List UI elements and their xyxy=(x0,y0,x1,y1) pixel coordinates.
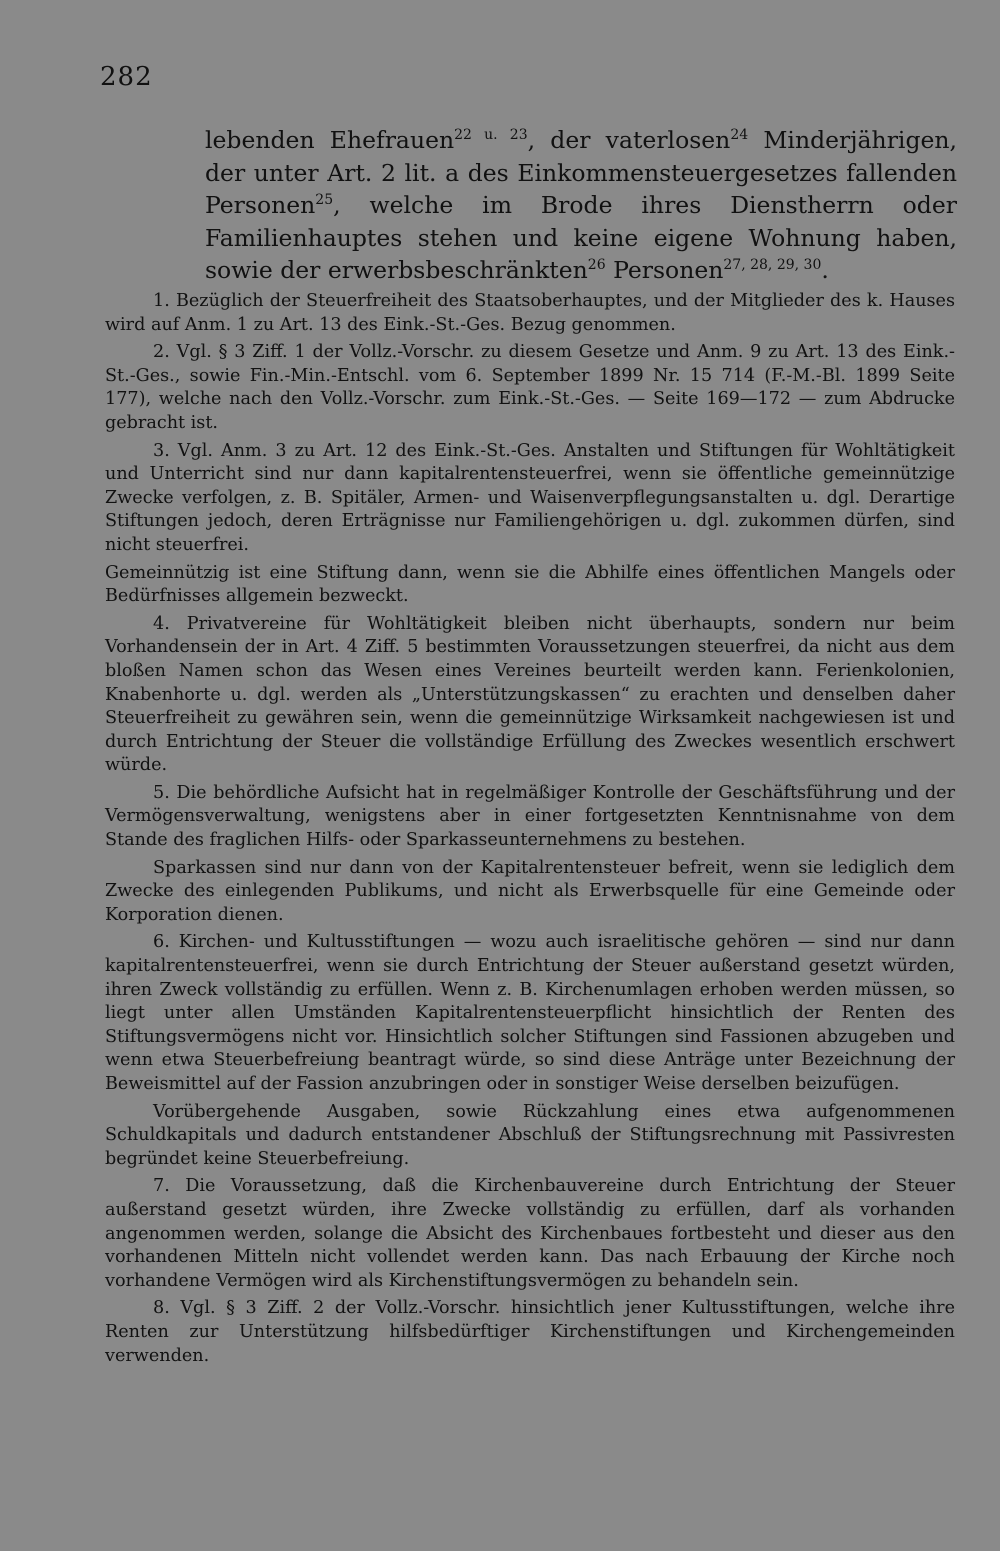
main-paragraph xyxy=(205,124,957,287)
notes-section xyxy=(105,290,955,1372)
footnote-ref: 22 u. 23 xyxy=(454,127,528,143)
note-3: 3. Vgl. Anm. 3 zu Art. 12 des Eink.-St.-Ges. Anstalten und Stiftungen für Wohltätigkeit und Unterricht sind nur dann kapitalrentensteuerfrei, wenn sie öffentliche gemeinnützige Zwecke verfolgen, z. B. Spitäler, Armen- und Waisenverpflegungsanstalten u. dgl. Derartige Stiftungen jedoch, deren Erträgnisse nur Familiengehörigen u. dgl. zukommen dürfen, sind nicht steuerfrei. xyxy=(105,440,955,555)
main-text-segment: , welche im Brode ihres Dienstherrn oder Familienhauptes stehen und keine eigene Wohnung haben, sowie der erwerbsbeschränkten xyxy=(205,191,957,285)
footnote-ref: 27, 28, 29, 30 xyxy=(723,257,822,274)
note-5-continuation: Sparkassen sind nur dann von der Kapitalrentensteuer befreit, wenn sie lediglich dem Zwecke des einlegenden Publikums, und nicht als Erwerbsquelle für eine Gemeinde oder Korporation dienen. xyxy=(105,857,955,925)
main-text-segment: . xyxy=(821,256,829,285)
main-text-segment: Minderjährigen, der unter Art. 2 lit. a des Einkommensteuergesetzes fallenden Personen xyxy=(205,126,957,220)
footnote-ref: 25 xyxy=(315,192,334,209)
footnote-ref: 24 xyxy=(730,127,749,143)
main-text-segment: , der vaterlosen xyxy=(527,126,731,154)
page-number: 282 xyxy=(100,62,153,92)
note-3-continuation: Gemeinnützig ist eine Stiftung dann, wenn sie die Abhilfe eines öffentlichen Mangels oder Bedürfnisses allgemein bezweckt. xyxy=(105,562,955,607)
footnote-ref: 26 xyxy=(587,257,606,274)
main-text-segment: lebenden Ehefrauen xyxy=(205,126,455,154)
note-8: 8. Vgl. § 3 Ziff. 2 der Vollz.-Vorschr. hinsichtlich jener Kultusstiftungen, welche ihre Renten zur Unterstützung hilfsbedürftiger Kirchenstiftungen und Kirchengemeinden verwenden. xyxy=(105,1298,955,1366)
note-2: 2. Vgl. § 3 Ziff. 1 der Vollz.-Vorschr. zu diesem Gesetze und Anm. 9 zu Art. 13 des Eink.-St.-Ges., sowie Fin.-Min.-Entschl. vom 6. September 1899 Nr. 15 714 (F.-M.-Bl. 1899 Seite 177), welche nach den Vollz.-Vorschr. zum Eink.-St.-Ges. — Seite 169—172 — zum Abdrucke gebracht ist. xyxy=(105,342,955,433)
note-7: 7. Die Voraussetzung, daß die Kirchenbauvereine durch Entrichtung der Steuer außerstand gesetzt würden, ihre Zwecke vollständig zu erfüllen, darf als vorhanden angenommen werden, solange die Absicht des Kirchenbaues fortbesteht und dieser aus den vorhandenen Mitteln nicht vollendet werden kann. Das nach Erbauung der Kirche noch vorhandene Vermögen wird als Kirchenstiftungsvermögen zu behandeln sein. xyxy=(105,1176,955,1291)
main-text-segment: Personen xyxy=(605,256,724,285)
note-4: 4. Privatvereine für Wohltätigkeit bleiben nicht überhaupts, sondern nur beim Vorhandensein der in Art. 4 Ziff. 5 bestimmten Voraussetzungen steuerfrei, da nicht aus dem bloßen Namen schon das Wesen eines Vereines beurteilt werden kann. Ferienkolonien, Knabenhorte u. dgl. werden als „Unterstützungskassen“ zu erachten und denselben daher Steuerfreiheit zu gewähren sein, wenn die gemeinnützige Wirksamkeit nachgewiesen ist und durch Entrichtung der Steuer die vollständige Erfüllung des Zweckes wesentlich erschwert würde. xyxy=(105,613,955,776)
note-1: 1. Bezüglich der Steuerfreiheit des Staatsoberhauptes, und der Mitglieder des k. Hauses wird auf Anm. 1 zu Art. 13 des Eink.-St.-Ges. Bezug genommen. xyxy=(105,291,955,335)
note-6-continuation: Vorübergehende Ausgaben, sowie Rückzahlung eines etwa aufgenommenen Schuldkapitals und dadurch entstandener Abschluß der Stiftungsrechnung mit Passivresten begründet keine Steuerbefreiung. xyxy=(105,1101,955,1169)
note-6: 6. Kirchen- und Kultusstiftungen — wozu auch israelitische gehören — sind nur dann kapitalrentensteuerfrei, wenn sie durch Entrichtung der Steuer außerstand gesetzt würden, ihren Zweck vollständig zu erfüllen. Wenn z. B. Kirchenumlagen erhoben werden müssen, so liegt unter allen Umständen Kapitalrentensteuerpflicht hinsichtlich der Renten des Stiftungsvermögens nicht vor. Hinsichtlich solcher Stiftungen sind Fassionen abzugeben und wenn etwa Steuerbefreiung beantragt würde, so sind diese Anträge unter Bezeichnung der Beweismittel auf der Fassion anzubringen oder in sonstiger Weise derselben beizufügen. xyxy=(105,932,955,1094)
note-5: 5. Die behördliche Aufsicht hat in regelmäßiger Kontrolle der Geschäftsführung und der Vermögensverwaltung, wenigstens aber in einer fortgesetzten Kenntnisnahme von dem Stande des fraglichen Hilfs- oder Sparkasseunternehmens zu bestehen. xyxy=(105,782,955,851)
